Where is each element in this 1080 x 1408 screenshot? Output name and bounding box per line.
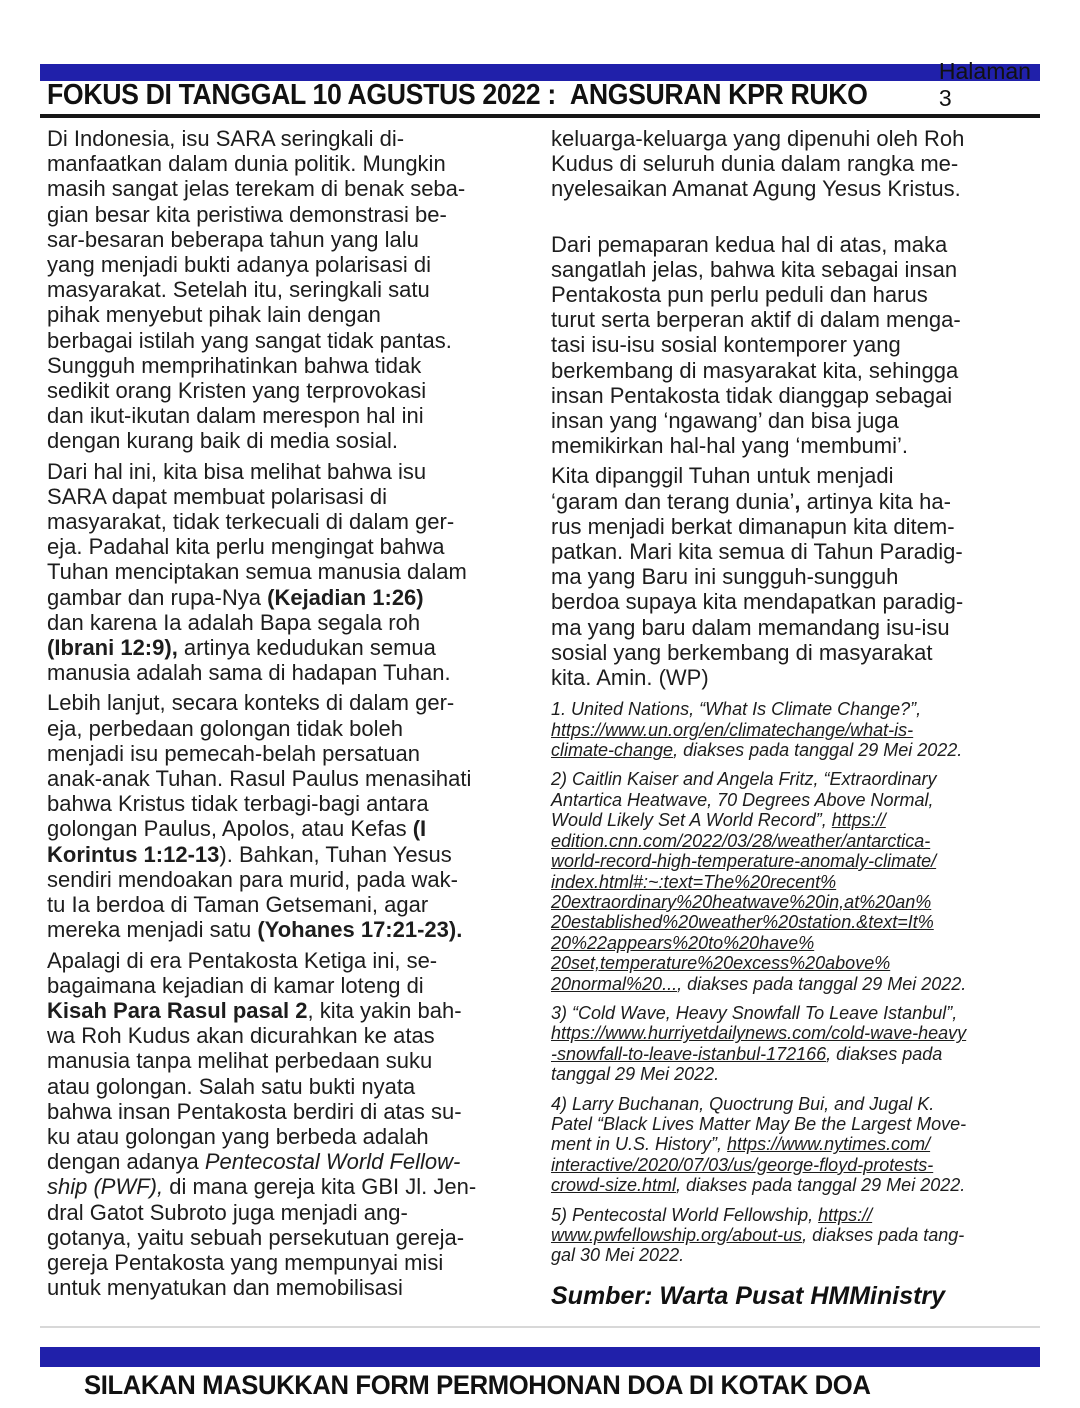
footnote-link[interactable]: https://www.nytimes.com/ interactive/2020/07/03/us/george-floyd-protests- crowd-size.html [551, 1134, 934, 1196]
text-segment: artinya kita ha- rus menjadi berkat dimanapun kita ditem- patkan. Mari kita semua di Tahun Paradig- ma yang Baru ini sungguh-sungguh berdoa supaya kita mendapatkan paradig- ma yang baru dalam memandang isu-isu sosial yang berkembang di masyarakat kita. Amin. (WP) [551, 488, 964, 691]
text-segment: ). Bahkan, Tuhan Yesus sendiri mendoakan para murid, pada wak- tu Ia berdoa di Taman Getsemani, agar mereka menjadi satu [47, 841, 458, 943]
paragraph [551, 126, 1038, 202]
text-segment: (Kejadian 1:26) [267, 584, 424, 610]
text-segment: , diakses pada tanggal 29 Mei 2022. [551, 1043, 943, 1085]
footnote [551, 1094, 1038, 1196]
text-segment: 2) Caitlin Kaiser and Angela Fritz, “Extraordinary Antartica Heatwave, 70 Degrees Above Normal, Would Likely Set A World Record”, [551, 769, 937, 831]
paragraph [47, 690, 534, 942]
text-segment: dan karena Ia adalah Bapa segala roh [47, 609, 421, 635]
text-segment: (Ibrani 12:9), [47, 635, 178, 661]
paragraph [47, 948, 534, 1301]
footer-divider [40, 1326, 1040, 1328]
footnote [551, 1205, 1038, 1266]
header-divider [40, 114, 1040, 118]
text-segment: 1. United Nations, “What Is Climate Change?”, [551, 699, 922, 720]
text-segment: Kisah Para Rasul pasal 2 [47, 997, 308, 1023]
page-title: FOKUS DI TANGGAL 10 AGUSTUS 2022 : ANGSURAN KPR RUKO [47, 79, 868, 111]
bottom-blue-bar [40, 1347, 1040, 1367]
text-segment: 3) “Cold Wave, Heavy Snowfall To Leave Istanbul”, [551, 1002, 958, 1023]
text-segment: , diakses pada tanggal 29 Mei 2022. [677, 973, 967, 994]
text-segment: , diakses pada tanggal 29 Mei 2022. [676, 1175, 966, 1196]
text-segment: Lebih lanjut, secara konteks di dalam ger- eja, perbedaan golongan tidak boleh menjadi isu pemecah-belah persatuan anak-anak Tuhan. Rasul Paulus menasihati bahwa Kristus tidak terbagi-bagi antara golongan Paulus, Apolos, atau Kefas [47, 690, 472, 842]
text-segment: 4) Larry Buchanan, Quoctrung Bui, and Jugal K. Patel “Black Lives Matter May Be the Largest Move- ment in U.S. History”, [551, 1093, 967, 1155]
text-segment: Dari hal ini, kita bisa melihat bahwa isu SARA dapat membuat polarisasi di masyarakat, tidak terkecuali di dalam ger- eja. Padahal kita perlu mengingat bahwa Tuhan menciptakan semua manusia dalam gambar dan rupa-Nya [47, 458, 467, 610]
left-column [47, 126, 534, 1309]
text-segment: , [794, 488, 801, 514]
right-column-text [551, 126, 1038, 690]
footnote-link[interactable]: https:// www.pwfellowship.org/about-us [551, 1204, 873, 1246]
text-segment: (Yohanes 17:21-23). [257, 917, 463, 943]
text-segment: Pentecostal World Fellow- ship (PWF), [47, 1149, 461, 1200]
paragraph [47, 459, 534, 686]
text-segment: keluarga-keluarga yang dipenuhi oleh Roh Kudus di seluruh dunia dalam rangka me- nyelesaikan Amanat Agung Yesus Kristus. [551, 126, 965, 202]
text-segment: Di Indonesia, isu SARA seringkali di- manfaatkan dalam dunia politik. Mungkin masih sangat jelas terekam di benak seba- gian besar kita peristiwa demonstrasi be- sar-besaran beberapa tahun yang lalu yang menjadi bukti adanya polarisasi di masyarakat. Setelah itu, seringkali satu pihak menyebut pihak lain dengan berbagai istilah yang sangat tidak pantas. Sungguh memprihatinkan bahwa tidak sedikit orang Kristen yang terprovokasi dan ikut-ikutan dalam merespon hal ini dengan kurang baik di media sosial. [47, 126, 466, 454]
paragraph [551, 463, 1038, 690]
footnote-link[interactable]: https://www.hurriyetdailynews.com/cold-wave-heavy -snowfall-to-leave-istanbul-172166 [551, 1023, 967, 1064]
paragraph [551, 232, 1038, 459]
text-segment: di mana gereja kita GBI Jl. Jen- dral Gatot Subroto juga menjadi ang- gotanya, yaitu sebuah persekutuan gereja- gereja Pentakosta yang mempunyai misi untuk menyatukan dan memobilisasi [47, 1174, 477, 1301]
text-segment: Dari pemaparan kedua hal di atas, maka sangatlah jelas, bahwa kita sebagai insan Pentakosta pun perlu peduli dan harus turut serta berperan aktif di dalam menga- tasi isu-isu sosial kontemporer yang berkembang di masyarakat kita, sehingga insan Pentakosta tidak dianggap sebagai insan yang ‘ngawang’ dan bisa juga memikirkan hal-hal yang ‘membumi’. [551, 231, 961, 459]
text-segment: 5) Pentecostal World Fellowship, [551, 1204, 819, 1225]
right-column [551, 126, 1038, 1309]
page-header [47, 58, 1035, 112]
text-segment: artinya kedudukan semua manusia adalah sama di hadapan Tuhan. [47, 635, 451, 686]
footnote-link[interactable]: https://www.un.org/en/climatechange/what-is- climate-change [551, 719, 914, 761]
source-line: Sumber: Warta Pusat HMMinistry [551, 1281, 946, 1310]
paragraph [47, 126, 534, 454]
footnote [551, 1003, 1038, 1085]
footnote [551, 699, 1038, 760]
page-number: Halaman 3 [938, 58, 1031, 111]
footnote-link[interactable]: https:// edition.cnn.com/2022/03/28/weather/antarctica- world-record-high-temperature-anomaly-climate/ index.html#:~:text=The%20recent% 20extraordinary%20heatwave%20in,at%20an% 20established%20weather%20station.&text=It% 20%22appears%20to%20have% 20set,temperature%20excess%20above% 20normal%20... [551, 810, 937, 994]
text-segment: , kita yakin bah- wa Roh Kudus akan dicurahkan ke atas manusia tanpa melihat perbedaan suku atau golongan. Salah satu bukti nyata bahwa insan Pentakosta berdiri di atas su- ku atau golongan yang berbeda adalah dengan adanya [47, 997, 462, 1175]
footnote [551, 769, 1038, 993]
text-segment: , diakses pada tang- gal 30 Mei 2022. [551, 1225, 965, 1266]
footer-text: SILAKAN MASUKKAN FORM PERMOHONAN DOA DI KOTAK DOA [84, 1370, 871, 1400]
text-segment: (I Korintus 1:12-13 [47, 816, 427, 867]
footnotes [551, 699, 1038, 1266]
text-segment: Apalagi di era Pentakosta Ketiga ini, se- bagaimana kejadian di kamar loteng di [47, 947, 438, 998]
text-segment: Kita dipanggil Tuhan untuk menjadi ‘garam dan terang dunia’ [551, 463, 894, 514]
text-segment: , diakses pada tanggal 29 Mei 2022. [673, 740, 963, 761]
article-body [47, 126, 1038, 1309]
